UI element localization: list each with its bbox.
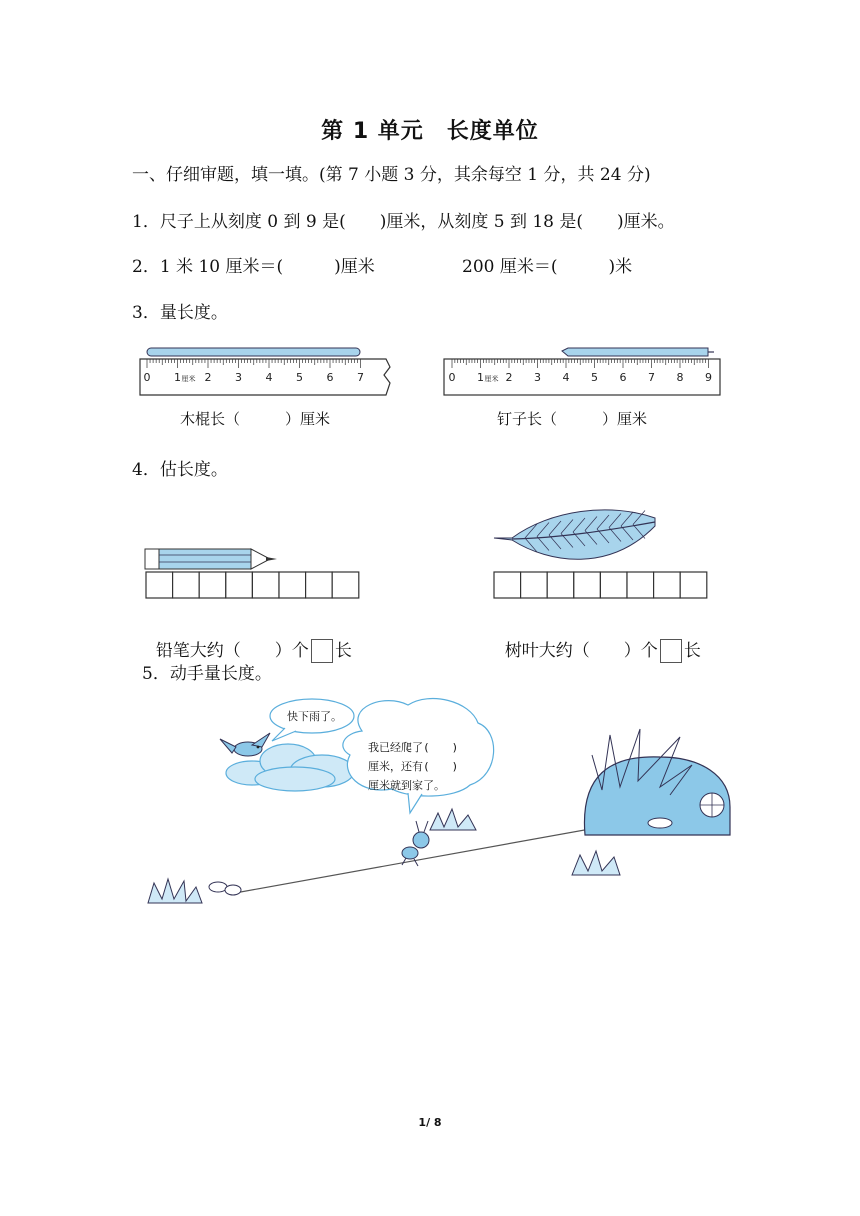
wooden-stick — [147, 348, 360, 356]
nail-length-caption: 钉子长（ ）厘米 — [497, 410, 648, 428]
unit-square — [600, 572, 627, 598]
ruler-tick-label: 3 — [534, 371, 541, 384]
ruler-tick-label: 0 — [143, 371, 151, 384]
ant-bubble-line-1: 我已经爬了( ) — [368, 741, 459, 754]
unit-square — [574, 572, 601, 598]
leaf-estimate-figure — [490, 500, 715, 602]
leaf-estimate-caption — [494, 616, 701, 663]
leaf-caption-suffix: 长 — [683, 641, 701, 661]
ruler-tick-label: 3 — [235, 371, 242, 384]
ruler-tick-label: 8 — [676, 371, 684, 384]
question-2-right: 200 厘米＝( )米 — [462, 257, 633, 277]
question-1: 1．尺子上从刻度 0 到 9 是( )厘米，从刻度 5 到 18 是( )厘米。 — [132, 212, 675, 232]
ruler-tick-label: 1 — [174, 371, 181, 384]
page-number: 1/ 8 — [418, 1116, 442, 1129]
bird-bubble-text: 快下雨了。 — [287, 710, 342, 723]
ruler-tick-label: 2 — [204, 371, 212, 384]
unit-square — [627, 572, 654, 598]
unit-square — [146, 572, 173, 598]
pencil-body — [159, 549, 251, 569]
ant-scene-illustration — [140, 695, 735, 910]
unit-square — [173, 572, 200, 598]
unit-square — [332, 572, 359, 598]
question-2-left: 2．1 米 10 厘米＝( )厘米 — [132, 257, 375, 277]
pencil-estimate-figure — [140, 540, 365, 602]
ruler-tick-label: 1 — [477, 371, 484, 384]
question-5: 5．动手量长度。 — [142, 664, 272, 684]
unit-square — [547, 572, 574, 598]
pencil-caption-text: 铅笔大约（ ）个 — [155, 641, 309, 661]
unit-square — [494, 572, 521, 598]
ruler-tick-label: 6 — [326, 371, 334, 384]
ant-bubble-line-2: 厘米，还有( ) — [368, 760, 459, 773]
ant-house-icon — [584, 729, 730, 835]
ruler-tick-label: 4 — [562, 371, 570, 384]
ruler-tick-label: 4 — [265, 371, 273, 384]
ant-bubble-line-3: 厘米就到家了。 — [368, 779, 445, 792]
stick-length-caption: 木棍长（ ）厘米 — [180, 410, 331, 428]
ruler-with-nail — [440, 345, 730, 400]
unit-square-icon — [660, 639, 682, 663]
unit-square — [680, 572, 707, 598]
ruler-tick-label: 5 — [591, 371, 598, 384]
unit-square — [252, 572, 279, 598]
page-title: 第 1 单元 长度单位 — [321, 119, 539, 144]
ruler-tick-label: 2 — [505, 371, 513, 384]
bird-icon — [220, 733, 270, 756]
ruler-tick-label: 6 — [619, 371, 627, 384]
ruler-tick-label: 7 — [357, 371, 364, 384]
unit-square — [226, 572, 253, 598]
unit-square-icon — [311, 639, 333, 663]
question-3: 3．量长度。 — [132, 303, 228, 323]
ruler-tick-label: 0 — [448, 371, 456, 384]
unit-square — [521, 572, 548, 598]
section-heading: 一、仔细审题，填一填。(第 7 小题 3 分，其余每空 1 分，共 24 分) — [132, 165, 651, 185]
unit-square — [279, 572, 306, 598]
nail — [562, 348, 708, 356]
pencil-caption-suffix: 长 — [334, 641, 352, 661]
ruler-unit-label: 厘米 — [484, 375, 499, 383]
ruler-tick-label: 5 — [296, 371, 303, 384]
question-4: 4．估长度。 — [132, 460, 228, 480]
pencil-eraser — [145, 549, 159, 569]
pencil-estimate-caption — [145, 616, 352, 663]
ruler-tick-label: 9 — [705, 371, 712, 384]
leaf-caption-text: 树叶大约（ ）个 — [504, 641, 658, 661]
ruler-unit-label: 厘米 — [181, 375, 196, 383]
unit-square — [199, 572, 226, 598]
unit-square — [306, 572, 333, 598]
mushroom-icon — [209, 882, 241, 895]
unit-square — [654, 572, 681, 598]
ruler-with-stick — [138, 345, 393, 400]
ruler-tick-label: 7 — [648, 371, 655, 384]
